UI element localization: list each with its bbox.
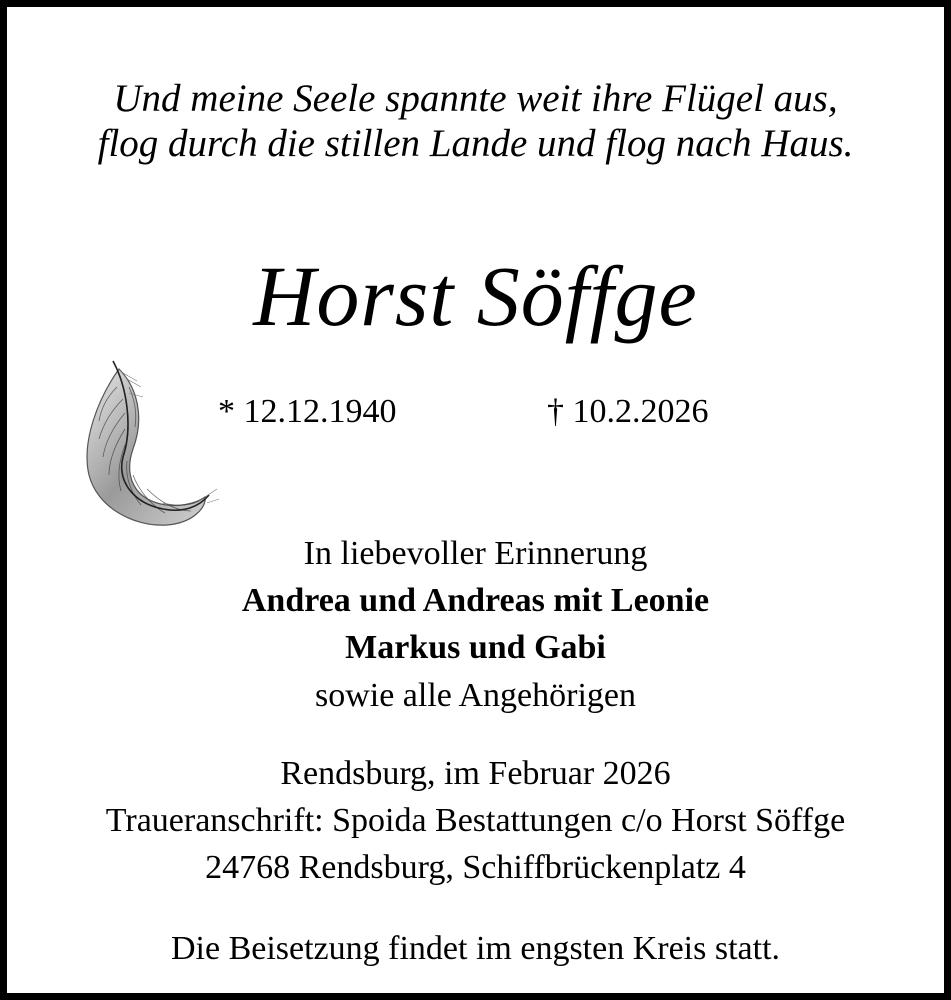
remembrance-intro: In liebevoller Erinnerung bbox=[303, 535, 648, 572]
mourner-names-1: Andrea und Andreas mit Leonie bbox=[241, 582, 710, 619]
mourner-names-2: Markus und Gabi bbox=[345, 629, 606, 666]
postal-address: 24768 Rendsburg, Schiffbrückenplatz 4 bbox=[205, 849, 746, 886]
quote-line-1: Und meine Seele spannte weit ihre Flügel aus, bbox=[113, 77, 838, 120]
quote-line-2: flog durch die stillen Lande und flog nach Haus. bbox=[97, 122, 854, 165]
funeral-note: Die Beisetzung findet im engsten Kreis statt. bbox=[170, 930, 781, 967]
feather-icon bbox=[67, 357, 227, 537]
death-date: † 10.2.2026 bbox=[547, 393, 709, 430]
mourner-others: sowie alle Angehörigen bbox=[314, 677, 637, 714]
mourning-address: Traueranschrift: Spoida Bestattungen c/o Horst Söffge bbox=[105, 802, 846, 839]
birth-date: * 12.12.1940 bbox=[218, 393, 397, 430]
deceased-name: Horst Söffge bbox=[253, 248, 698, 344]
place-date: Rendsburg, im Februar 2026 bbox=[280, 755, 671, 792]
